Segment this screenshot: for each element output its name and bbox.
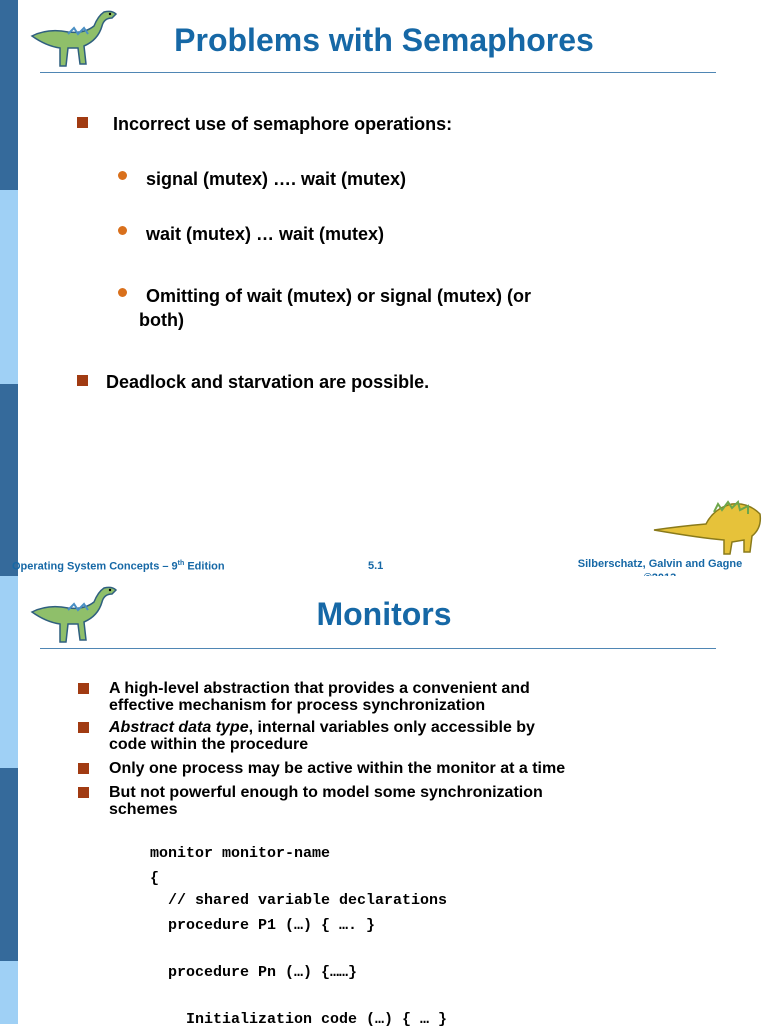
bullet-text <box>109 784 543 818</box>
sub-bullet-text: signal (mutex) …. wait (mutex) <box>146 169 407 189</box>
sub-bullet-text-cont: both) <box>139 310 184 330</box>
footer-left <box>12 560 225 573</box>
bullet-text <box>109 719 535 753</box>
code-line: procedure P1 (…) { …. } <box>150 917 376 934</box>
bullet-square-icon <box>78 722 89 733</box>
slide-2 <box>0 576 768 1028</box>
bullet-dot-icon <box>118 226 127 235</box>
title-rule <box>40 72 716 73</box>
code-line: Initialization code (…) { … } <box>150 1011 448 1028</box>
italic-term: Abstract data type <box>109 719 249 736</box>
sub-bullet-text: Omitting of wait (mutex) or signal (mutex) (or <box>146 286 532 306</box>
slide-title: Monitors <box>316 596 452 632</box>
footer-left-sup: th <box>177 560 185 567</box>
bullet-text: Deadlock and starvation are possible. <box>106 372 430 392</box>
side-stripe-light <box>0 961 18 1024</box>
dinosaur-corner-icon <box>652 494 764 556</box>
bullet-rest: , internal variables only accessible by <box>248 719 535 736</box>
bullet-dot-icon <box>118 288 127 297</box>
title-rule <box>40 648 716 649</box>
code-line: monitor monitor-name <box>150 845 331 862</box>
bullet-text <box>109 680 530 714</box>
slide-title: Problems with Semaphores <box>174 22 594 58</box>
footer-page-number: 5.1 <box>368 560 384 572</box>
bullet-line: effective mechanism for process synchronization <box>109 697 486 714</box>
code-line: // shared variable declarations <box>150 892 448 909</box>
footer-left-end: Edition <box>184 560 225 573</box>
bullet-line: schemes <box>109 801 178 818</box>
side-stripe-light <box>0 190 18 384</box>
bullet-line: code within the procedure <box>109 736 309 753</box>
bullet-square-icon <box>77 375 88 386</box>
bullet-square-icon <box>78 787 89 798</box>
bullet-line: A high-level abstraction that provides a convenient and <box>109 680 530 697</box>
bullet-dot-icon <box>118 171 127 180</box>
bullet-line <box>109 719 535 736</box>
bullet-square-icon <box>77 117 88 128</box>
bullet-text: Only one process may be active within the monitor at a time <box>109 760 566 777</box>
sub-bullet-text: wait (mutex) … wait (mutex) <box>146 224 385 244</box>
side-stripe-dark <box>0 384 18 576</box>
bullet-square-icon <box>78 763 89 774</box>
bullet-text: Incorrect use of semaphore operations: <box>113 114 453 134</box>
footer-right-line1: Silberschatz, Galvin and Gagne <box>577 558 743 570</box>
code-line: procedure Pn (…) {……} <box>150 964 358 981</box>
bullet-square-icon <box>78 683 89 694</box>
side-stripe-dark <box>0 768 18 961</box>
footer-left-text: Operating System Concepts – 9 <box>12 560 178 573</box>
code-line: { <box>150 870 160 887</box>
bullet-line: But not powerful enough to model some synchronization <box>109 784 543 801</box>
